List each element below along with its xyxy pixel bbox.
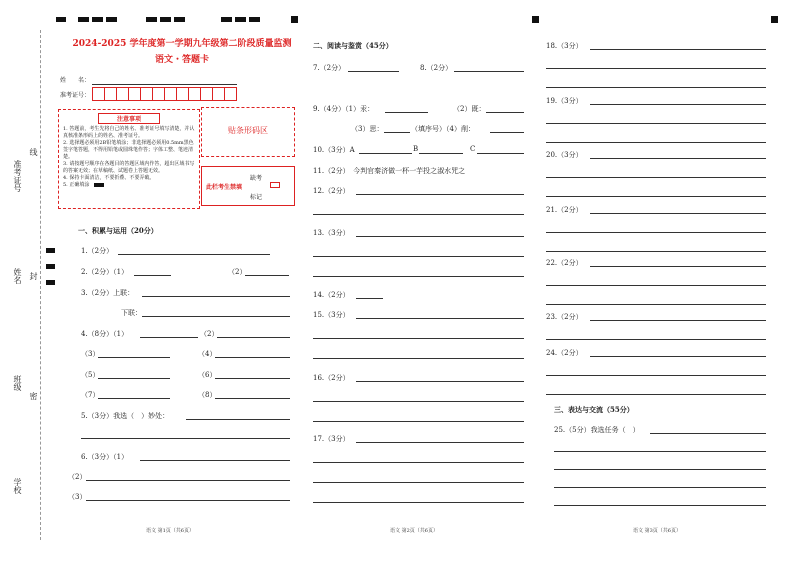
q15-answer-3[interactable] — [313, 358, 524, 359]
q6-answer-3[interactable] — [86, 500, 290, 501]
q2-sub-2: （2） — [228, 268, 247, 276]
q16-answer-1[interactable] — [356, 381, 524, 382]
registration-mark — [235, 17, 246, 22]
q25-answer-1[interactable] — [650, 433, 766, 434]
page-title: 2024-2025 学年度第一学期九年级第二阶段质量监测 — [72, 39, 292, 49]
filled-sample-icon — [94, 183, 104, 187]
q1-answer[interactable] — [118, 254, 270, 255]
q25-answer-3[interactable] — [554, 469, 766, 470]
q22-answer-1[interactable] — [590, 266, 766, 267]
q1-label: 1.（2分） — [81, 247, 114, 255]
q4-answer-8[interactable] — [215, 398, 290, 399]
q25-label: 25.（5分）我选任务（ ） — [554, 426, 640, 434]
q2-label: 2.（2分）（1） — [81, 268, 129, 276]
q4-answer-1[interactable] — [140, 337, 198, 338]
q8-answer[interactable] — [454, 71, 524, 72]
side-line-label: 线 — [29, 148, 38, 156]
q18-answer-3[interactable] — [546, 87, 766, 88]
barcode-area — [201, 107, 295, 157]
page-footer-1: 语文 第1页（共6页） — [146, 528, 194, 534]
q13-answer-3[interactable] — [313, 276, 524, 277]
q10-answer-b[interactable] — [419, 153, 463, 154]
page-footer-2: 语文 第2页（共6页） — [390, 528, 438, 534]
q24-answer-3[interactable] — [546, 394, 766, 395]
section-2-title: 二、阅读与鉴赏（45分） — [313, 41, 393, 50]
q18-answer-2[interactable] — [546, 68, 766, 69]
q6-sub-2: （2） — [68, 473, 87, 481]
q9-answer-3[interactable] — [384, 132, 410, 133]
side-id-label: 准考证号 — [13, 160, 22, 192]
q21-label: 21.（2分） — [546, 206, 583, 214]
q12-answer-1[interactable] — [356, 194, 524, 195]
registration-mark — [160, 17, 171, 22]
notice-item: 4. 保持卡面清洁，不要折叠、不要弄破。 — [63, 175, 155, 181]
q4-sub-2: （2） — [200, 330, 219, 338]
registration-mark — [146, 17, 157, 22]
q9-answer-1[interactable] — [385, 112, 428, 113]
q22-answer-2[interactable] — [546, 285, 766, 286]
q11-label: 11.（2分） 今判官秦济做一杯一芋投之淑水咒之 — [313, 167, 466, 175]
q25-answer-4[interactable] — [554, 487, 766, 488]
q13-label: 13.（3分） — [313, 229, 350, 237]
q24-label: 24.（2分） — [546, 349, 583, 357]
q24-answer-2[interactable] — [546, 375, 766, 376]
q17-answer-3[interactable] — [313, 482, 524, 483]
name-field[interactable] — [92, 84, 237, 85]
q9-sub-3: （3）思： — [351, 125, 384, 133]
q14-answer[interactable] — [356, 298, 383, 299]
q17-answer-4[interactable] — [313, 502, 524, 503]
page-footer-3: 语文 第3页（共6页） — [633, 528, 681, 534]
id-label: 准考证号： — [60, 92, 91, 99]
q16-label: 16.（2分） — [313, 374, 350, 382]
side-secret-label: 密 — [29, 392, 38, 400]
q6-sub-3: （3） — [68, 493, 87, 501]
q5-label: 5.（3分）我选（ ）妙处： — [81, 412, 170, 420]
q2-answer-2[interactable] — [245, 275, 289, 276]
q2-answer-1[interactable] — [134, 275, 171, 276]
q6-answer-2[interactable] — [86, 480, 290, 481]
q9-sub-4: （填序号）（4）削： — [411, 125, 475, 133]
notice-item: 3. 请按题号顺序在各题目的答题区域内作答，超出区域书写的答案无效；在草稿纸、试题卷上答题无效。 — [63, 161, 195, 174]
absent-word-1: 缺考 — [250, 175, 263, 182]
q4-sub-6: （6） — [198, 371, 217, 379]
q17-answer-1[interactable] — [356, 442, 524, 443]
q13-answer-1[interactable] — [356, 236, 524, 237]
q9-label: 9.（4分）（1）汞： — [313, 105, 375, 113]
q3-answer-1[interactable] — [142, 296, 290, 297]
absent-label: 此栏考生禁填 — [206, 184, 243, 191]
q5-answer-1[interactable] — [186, 419, 290, 420]
q17-answer-2[interactable] — [313, 462, 524, 463]
q10-sub-c: C — [470, 145, 476, 153]
q4-answer-3[interactable] — [98, 357, 170, 358]
q4-sub-3: （3） — [81, 350, 100, 358]
notice-item: 2. 选择题必须用2B铅笔填涂；非选择题必须用0.5mm黑色签字笔答题，不得用铅笔或圆珠笔作答；字体工整、笔迹清楚。 — [63, 140, 194, 160]
q10-answer-a[interactable] — [359, 153, 412, 154]
q20-answer-1[interactable] — [590, 158, 766, 159]
registration-mark — [174, 17, 185, 22]
absent-box — [201, 166, 295, 206]
q7-answer[interactable] — [348, 71, 399, 72]
q10-label: 10.（3分）A — [313, 146, 355, 154]
q5-answer-2[interactable] — [81, 438, 290, 439]
q4-answer-7[interactable] — [98, 398, 170, 399]
q16-answer-3[interactable] — [313, 421, 524, 422]
side-mark — [46, 280, 55, 285]
q18-label: 18.（3分） — [546, 42, 583, 50]
name-label: 姓 名： — [60, 77, 91, 84]
q17-label: 17.（3分） — [313, 435, 350, 443]
q4-answer-6[interactable] — [215, 378, 290, 379]
q4-sub-5: （5） — [81, 371, 100, 379]
q10-sub-b: B — [413, 145, 419, 153]
q25-answer-2[interactable] — [554, 451, 766, 452]
barcode-label: 贴条形码区 — [228, 126, 268, 135]
notice-item: 1. 答题前，考生先将自己的姓名、准考证号填写清楚，并认真核准条形码上的姓名、准考证号。 — [63, 126, 195, 139]
q3-answer-2[interactable] — [142, 316, 290, 317]
q14-label: 14.（2分） — [313, 291, 350, 299]
q24-answer-1[interactable] — [590, 356, 766, 357]
q23-label: 23.（2分） — [546, 313, 583, 321]
registration-mark — [106, 17, 117, 22]
corner-mark — [771, 16, 778, 23]
side-name-label: 姓名 — [13, 268, 22, 284]
side-mark — [46, 248, 55, 253]
q4-label: 4.（8分）（1） — [81, 330, 129, 338]
absent-word-2: 标记 — [250, 194, 263, 201]
q6-label: 6.（3分）（1） — [81, 453, 129, 461]
q13-answer-2[interactable] — [313, 256, 524, 257]
q25-answer-5[interactable] — [554, 505, 766, 506]
q4-answer-5[interactable] — [98, 378, 170, 379]
notice-item — [63, 182, 195, 189]
q20-answer-3[interactable] — [546, 196, 766, 197]
q9-answer-2[interactable] — [486, 112, 524, 113]
side-seal-label: 封 — [29, 272, 38, 280]
q4-answer-4[interactable] — [215, 357, 290, 358]
q23-answer-1[interactable] — [590, 320, 766, 321]
side-class-label: 班级 — [13, 375, 22, 391]
side-mark — [46, 264, 55, 269]
q4-answer-2[interactable] — [217, 337, 290, 338]
notice-title: 注意事项 — [98, 113, 160, 124]
q4-sub-8: （8） — [198, 391, 217, 399]
q9-answer-4[interactable] — [490, 132, 524, 133]
q20-label: 20.（3分） — [546, 151, 583, 159]
q15-answer-1[interactable] — [356, 318, 524, 319]
registration-mark — [78, 17, 89, 22]
q22-answer-3[interactable] — [546, 304, 766, 305]
q3-sub-2: 下联： — [121, 309, 142, 317]
q21-answer-3[interactable] — [546, 251, 766, 252]
q19-answer-2[interactable] — [546, 123, 766, 124]
q12-answer-2[interactable] — [313, 214, 524, 215]
q15-label: 15.（3分） — [313, 311, 350, 319]
q3-label: 3.（2分）上联： — [81, 289, 135, 297]
q16-answer-2[interactable] — [313, 401, 524, 402]
q12-label: 12.（2分） — [313, 187, 350, 195]
corner-mark — [291, 16, 298, 23]
q10-answer-c[interactable] — [477, 153, 524, 154]
registration-mark — [92, 17, 103, 22]
q6-answer-1[interactable] — [140, 460, 290, 461]
registration-mark — [249, 17, 260, 22]
q15-answer-2[interactable] — [313, 338, 524, 339]
q21-answer-2[interactable] — [546, 232, 766, 233]
side-school-label: 学校 — [13, 478, 22, 494]
corner-mark — [532, 16, 539, 23]
q4-sub-7: （7） — [81, 391, 100, 399]
registration-mark — [56, 17, 66, 22]
q20-answer-2[interactable] — [546, 177, 766, 178]
q9-sub-2: （2）既： — [453, 105, 486, 113]
id-boxes[interactable] — [92, 87, 237, 101]
q8-label: 8.（2分） — [420, 64, 453, 72]
absent-checkbox[interactable] — [270, 182, 280, 188]
q22-label: 22.（2分） — [546, 259, 583, 267]
q19-label: 19.（3分） — [546, 97, 583, 105]
section-3-title: 三、表达与交流（55分） — [554, 405, 634, 414]
q19-answer-1[interactable] — [590, 104, 766, 105]
q18-answer-1[interactable] — [590, 49, 766, 50]
binding-line — [40, 30, 41, 540]
page-subtitle: 语文・答题卡 — [154, 55, 209, 65]
q21-answer-1[interactable] — [590, 213, 766, 214]
q4-sub-4: （4） — [198, 350, 217, 358]
registration-mark — [221, 17, 232, 22]
notice-box — [58, 109, 200, 209]
section-1-title: 一、积累与运用（20分） — [78, 226, 158, 235]
q7-label: 7.（2分） — [313, 64, 346, 72]
q23-answer-2[interactable] — [546, 339, 766, 340]
q19-answer-3[interactable] — [546, 142, 766, 143]
notice-item-text: 5. 正确填涂 — [63, 182, 90, 188]
